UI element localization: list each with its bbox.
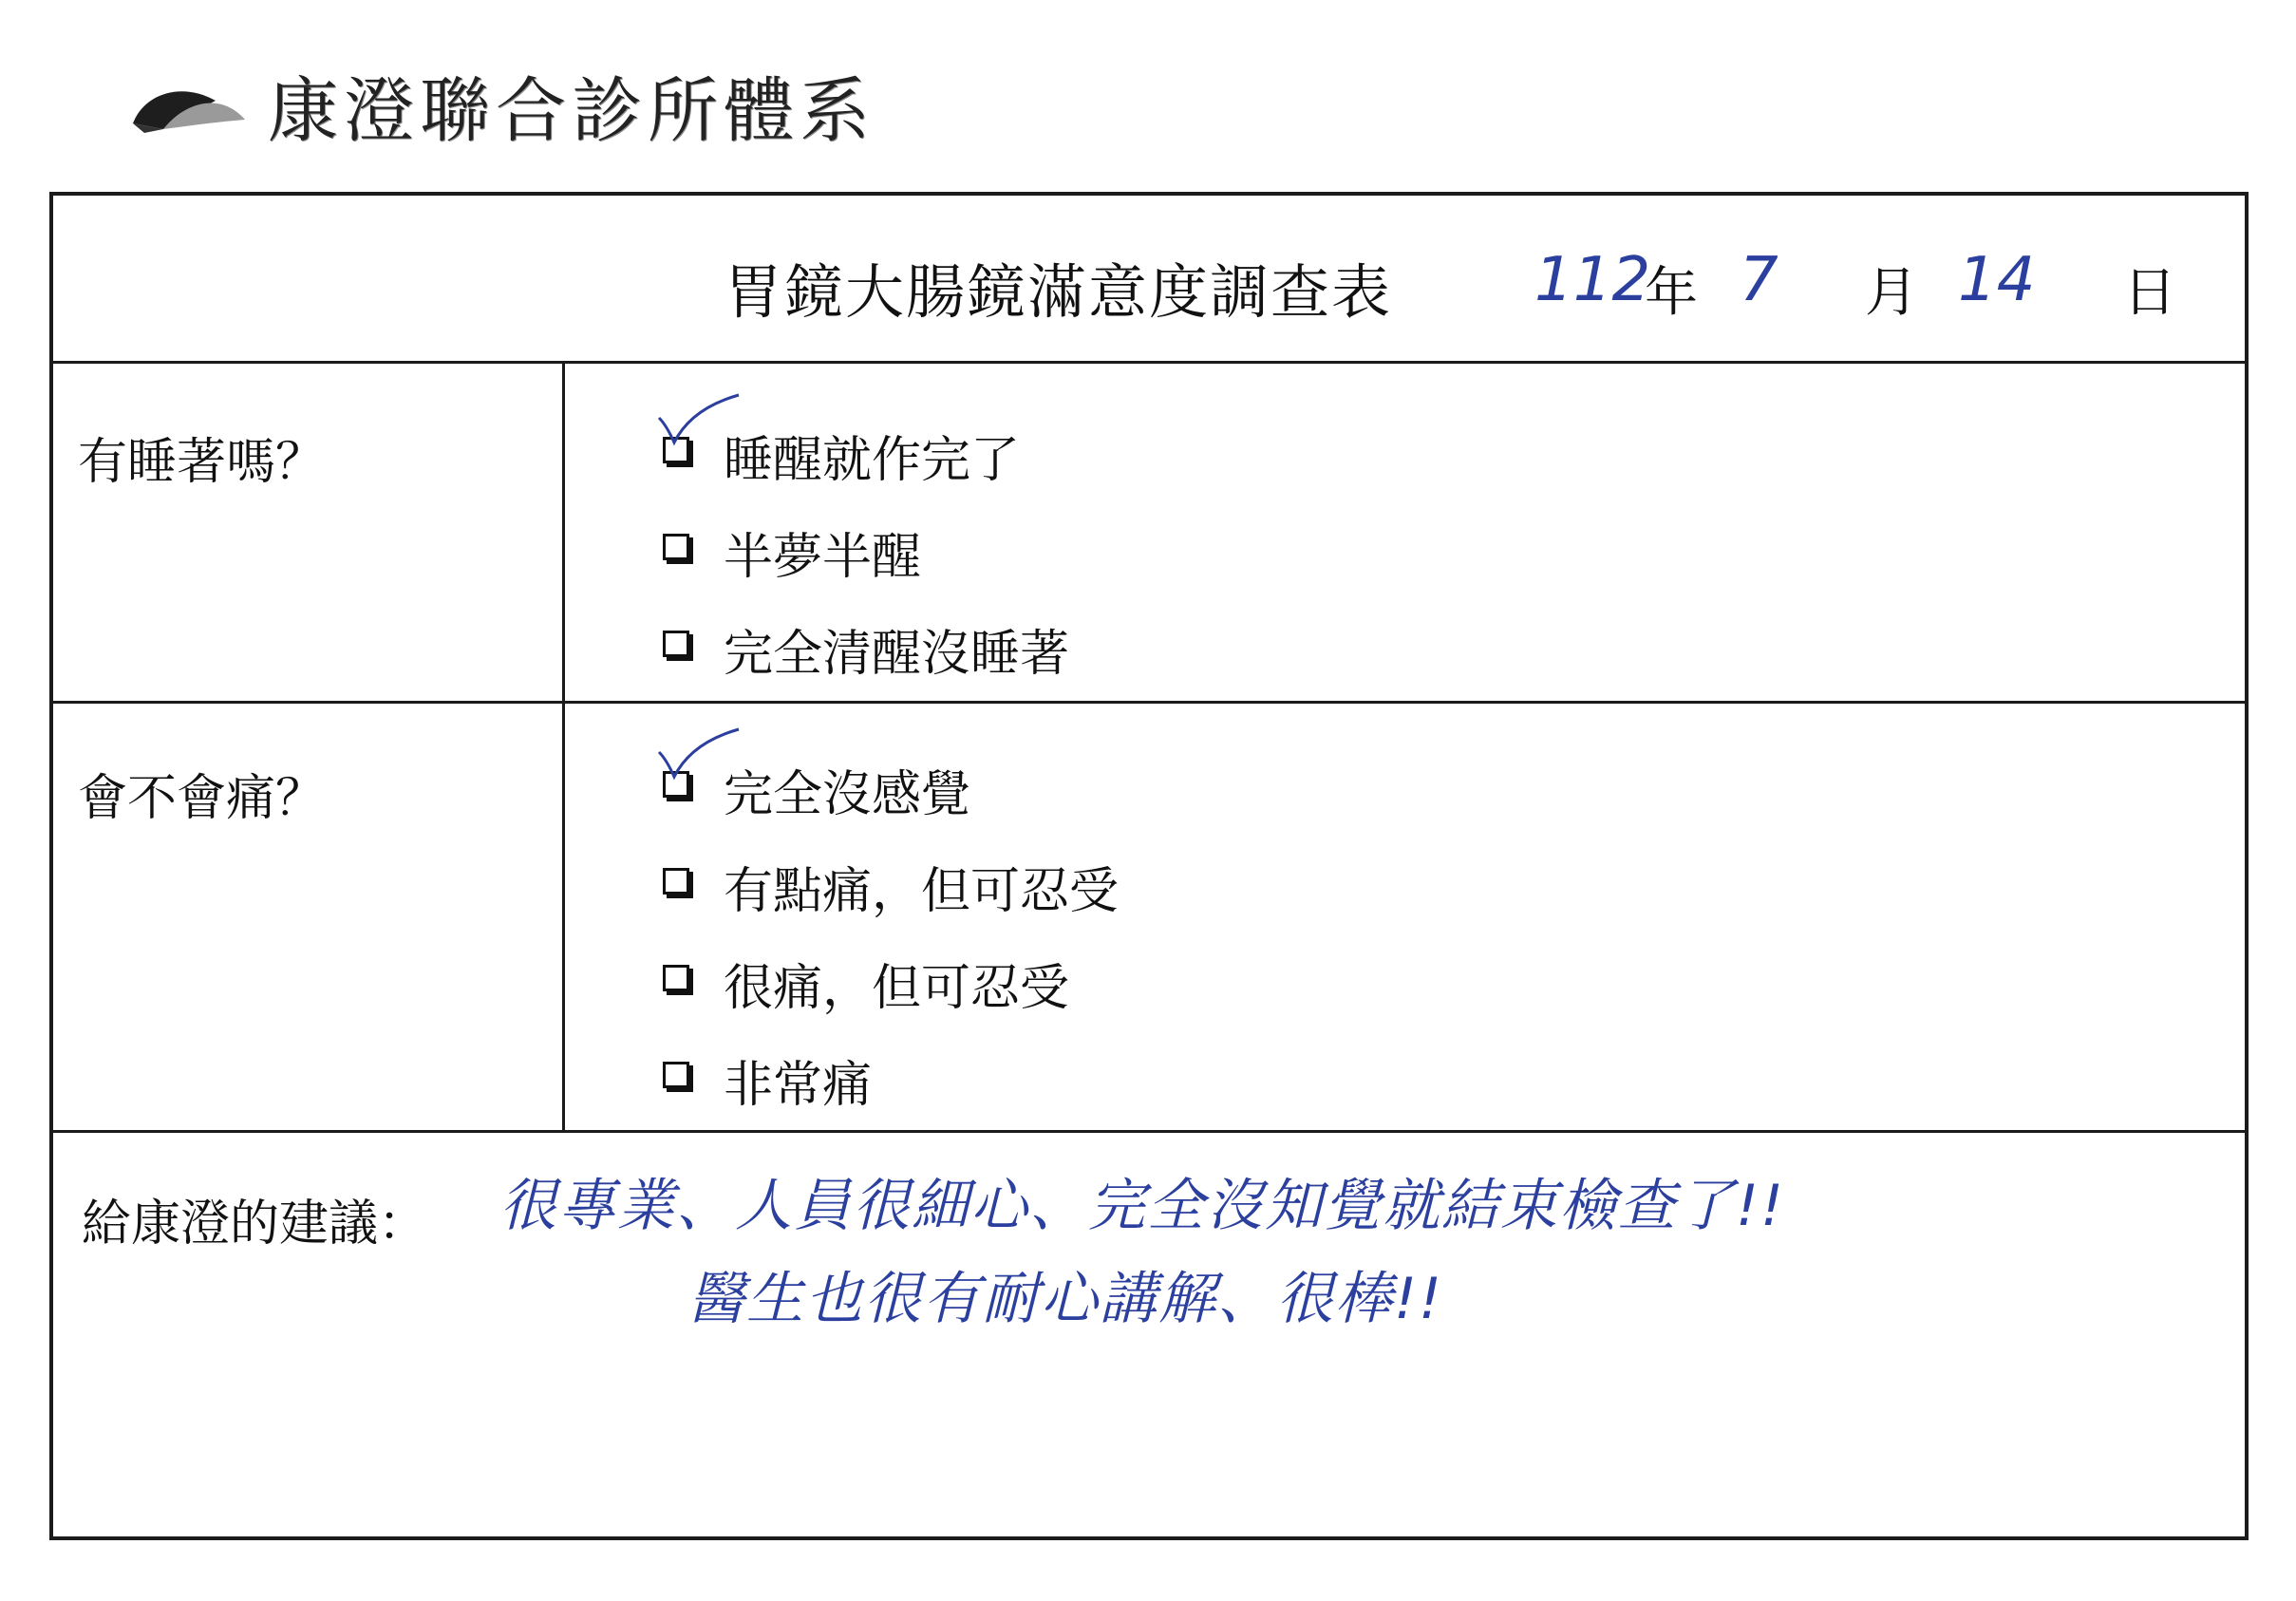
question-label-sleep: 有睡著嗎？ bbox=[78, 434, 326, 491]
checkbox[interactable] bbox=[663, 965, 689, 991]
option-label: 非常痛 bbox=[724, 1057, 873, 1114]
date-month: 7 bbox=[1740, 245, 1778, 315]
checkbox[interactable] bbox=[663, 868, 689, 895]
divider-line bbox=[53, 361, 2245, 364]
date-month-label: 月 bbox=[1865, 262, 1918, 324]
suggestion-label: 給康澄的建議： bbox=[82, 1196, 428, 1253]
column-divider bbox=[562, 363, 565, 1130]
option-label: 完全清醒沒睡著 bbox=[724, 626, 1070, 683]
date-day: 14 bbox=[1958, 245, 2036, 315]
option-label: 完全沒感覺 bbox=[724, 766, 971, 823]
form-title: 胃鏡大腸鏡滿意度調查表 bbox=[724, 257, 1393, 327]
form-title-row bbox=[53, 196, 2245, 365]
divider-line bbox=[53, 1130, 2245, 1133]
suggestion-handwriting-line[interactable]: 醫生也很有耐心講解、很棒!! bbox=[687, 1266, 1444, 1332]
checkbox[interactable] bbox=[663, 631, 689, 657]
checkbox[interactable] bbox=[663, 1062, 689, 1088]
clinic-header bbox=[125, 55, 961, 160]
question-label-pain: 會不會痛？ bbox=[78, 770, 326, 827]
date-year: 112 bbox=[1534, 245, 1651, 315]
option-label: 很痛，但可忍受 bbox=[724, 960, 1070, 1017]
fan-logo-icon bbox=[125, 74, 249, 141]
date-year-label: 年 bbox=[1645, 262, 1698, 324]
option-label: 睡醒就作完了 bbox=[724, 432, 1021, 489]
checkbox[interactable] bbox=[663, 534, 689, 560]
suggestion-handwriting-line[interactable]: 很專業、人員很細心、完全沒知覺就結束檢查了!! bbox=[499, 1173, 1786, 1239]
date-day-label: 日 bbox=[2123, 262, 2176, 324]
survey-form bbox=[49, 192, 2249, 1540]
divider-line bbox=[53, 701, 2245, 704]
option-label: 有點痛，但可忍受 bbox=[724, 863, 1120, 920]
clinic-name: 康澄聯合診所體系 bbox=[268, 70, 875, 152]
option-label: 半夢半醒 bbox=[724, 529, 922, 586]
